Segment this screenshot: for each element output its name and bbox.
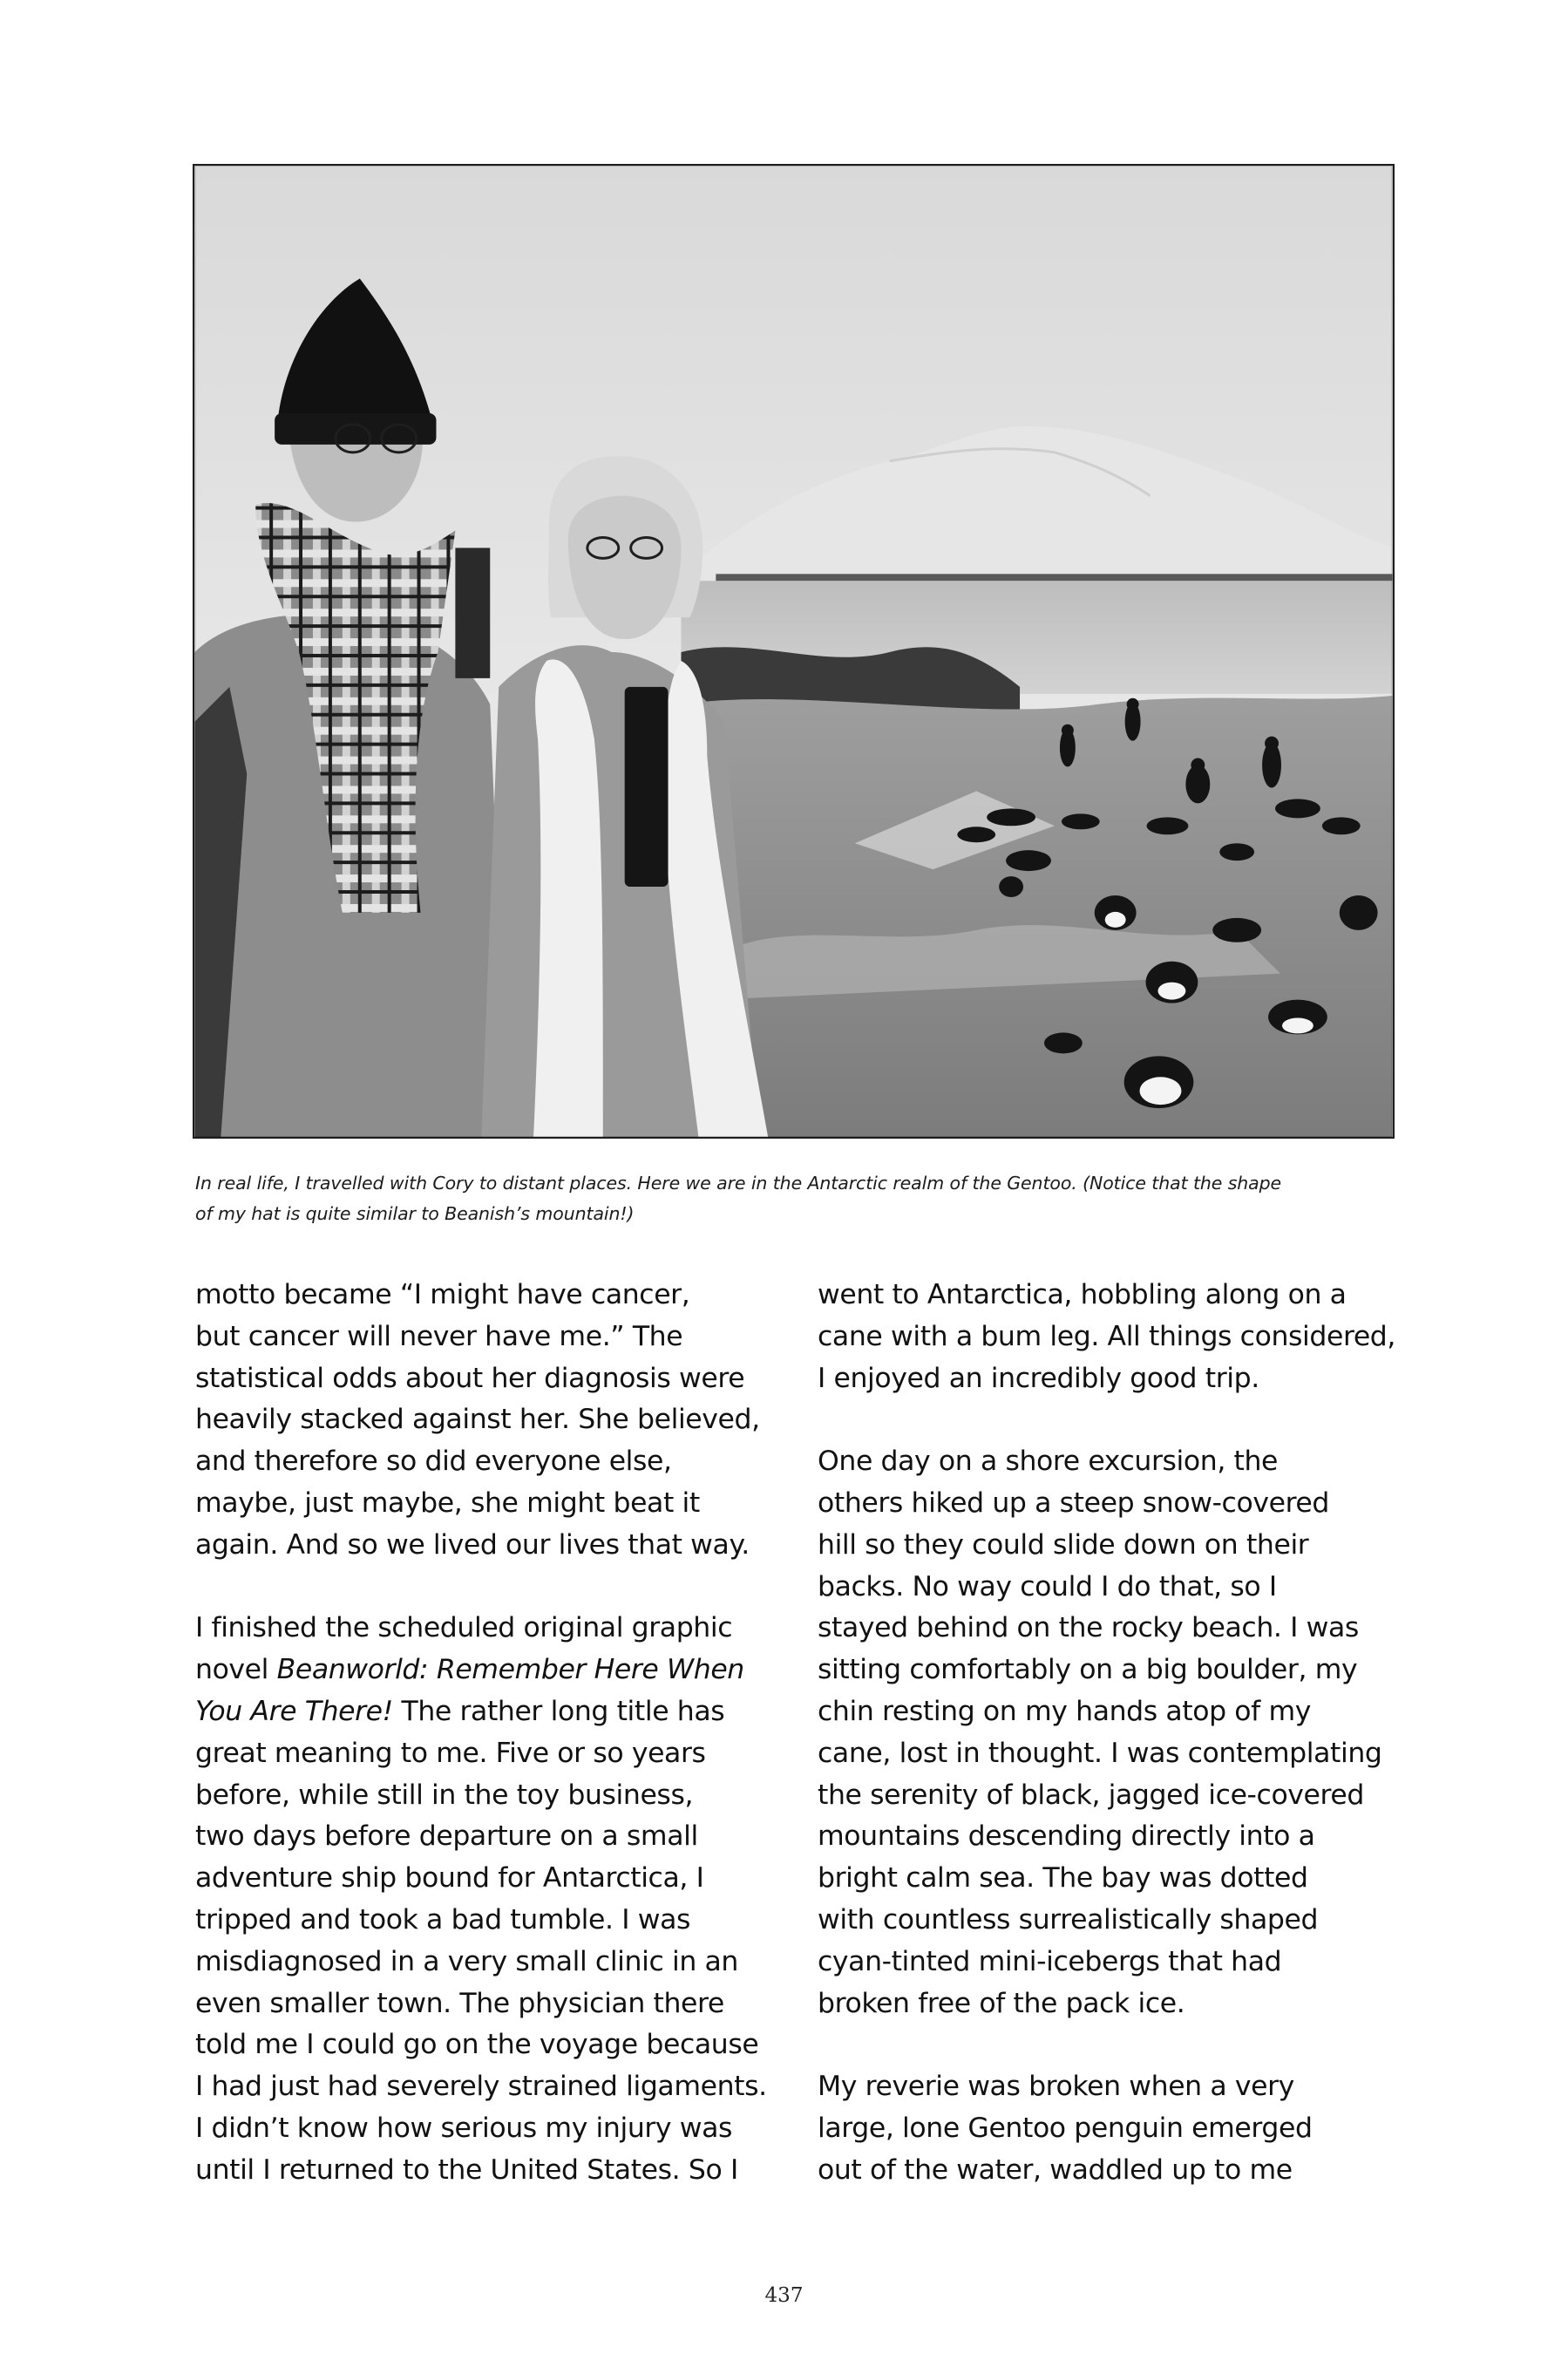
text-line: tripped and took a bad tumble. I was [195,1903,691,1936]
text-line: I didn’t know how serious my injury was [195,2112,733,2144]
text-line: went to Antarctica, hobbling along on a [818,1279,1347,1310]
left-column [195,1275,781,2233]
text-line: broken free of the pack ice. [818,1987,1185,2019]
text-line: One day on a shore excursion, the [818,1446,1279,1478]
shoreline [716,574,1392,581]
text-line: heavily stacked against her. She believed, [195,1404,760,1436]
text-line: adventure ship bound for Antarctica, I [195,1862,704,1895]
text-line: others hiked up a steep snow-covered [818,1487,1330,1519]
text-line: the serenity of black, jagged ice-covered [818,1779,1364,1811]
text-line: motto became “I might have cancer, [195,1279,690,1310]
text-line: cane, lost in thought. I was contemplating [818,1737,1382,1769]
figure-caption [195,1168,1398,1229]
text-line: backs. No way could I do that, so I [818,1570,1277,1602]
text-line: bright calm sea. The bay was dotted [818,1862,1308,1895]
caption-line: In real life, I travelled with Cory to distant places. Here we are in the Antarctic realm of the Gentoo. (Notice that the shape [195,1173,1282,1194]
text-line: cyan-tinted mini-icebergs that had [818,1945,1282,1977]
text-line: and therefore so did everyone else, [195,1446,672,1478]
text-line: two days before departure on a small [195,1820,698,1853]
text-line: chin resting on my hands atop of my [818,1695,1312,1727]
text-line: misdiagnosed in a very small clinic in an [195,1945,738,1977]
text-line: cane with a bum leg. All things considered, [818,1320,1396,1352]
text-line: I had just had severely strained ligaments. [195,2071,767,2103]
woman-scarf [533,659,603,1137]
paragraph [195,1275,781,1567]
text-run: novel [195,1654,277,1686]
text-line: before, while still in the toy business, [195,1779,694,1811]
page-number: 437 [764,2284,804,2307]
text-line: until I returned to the United States. So I [195,2153,738,2186]
text-line: even smaller town. The physician there [195,1987,724,2019]
text-line: stayed behind on the rocky beach. I was [818,1612,1359,1644]
text-line [195,1691,781,1733]
beach [681,696,1392,1137]
paragraph [818,2066,1403,2191]
text-line: I finished the scheduled original graphic [195,1612,733,1644]
text-line: hill so they could slide down on their [818,1528,1309,1561]
text-line: told me I could go on the voyage because [195,2029,759,2061]
caption-line: of my hat is quite similar to Beanish’s mountain!) [195,1203,635,1224]
text-run: The rather long title has [392,1695,725,1727]
text-line: again. And so we lived our lives that way. [195,1528,750,1561]
text-line [195,1650,781,1691]
book-title: Beanworld: Remember Here When [276,1654,744,1686]
right-column [818,1275,1403,2233]
text-line: out of the water, waddled up to me [818,2153,1293,2186]
paragraph [195,1608,781,2191]
lanyard [625,687,669,887]
text-line: My reverie was broken when a very [818,2071,1294,2103]
text-line: with countless surrealistically shaped [818,1903,1319,1936]
text-line: but cancer will never have me.” The [195,1320,683,1352]
text-line: maybe, just maybe, she might beat it [195,1487,700,1519]
antarctic-photo [194,166,1393,1137]
text-line: mountains descending directly into a [818,1820,1315,1853]
text-line: large, lone Gentoo penguin emerged [818,2112,1313,2144]
book-title: You Are There! [195,1695,393,1727]
text-line: sitting comfortably on a big boulder, my [818,1654,1358,1686]
paragraph [818,1441,1403,2024]
text-line: statistical odds about her diagnosis were [195,1362,745,1394]
photograph [193,164,1395,1139]
text-line: I enjoyed an incredibly good trip. [818,1362,1259,1394]
paragraph [818,1275,1403,1399]
text-line: great meaning to me. Five or so years [195,1737,706,1769]
